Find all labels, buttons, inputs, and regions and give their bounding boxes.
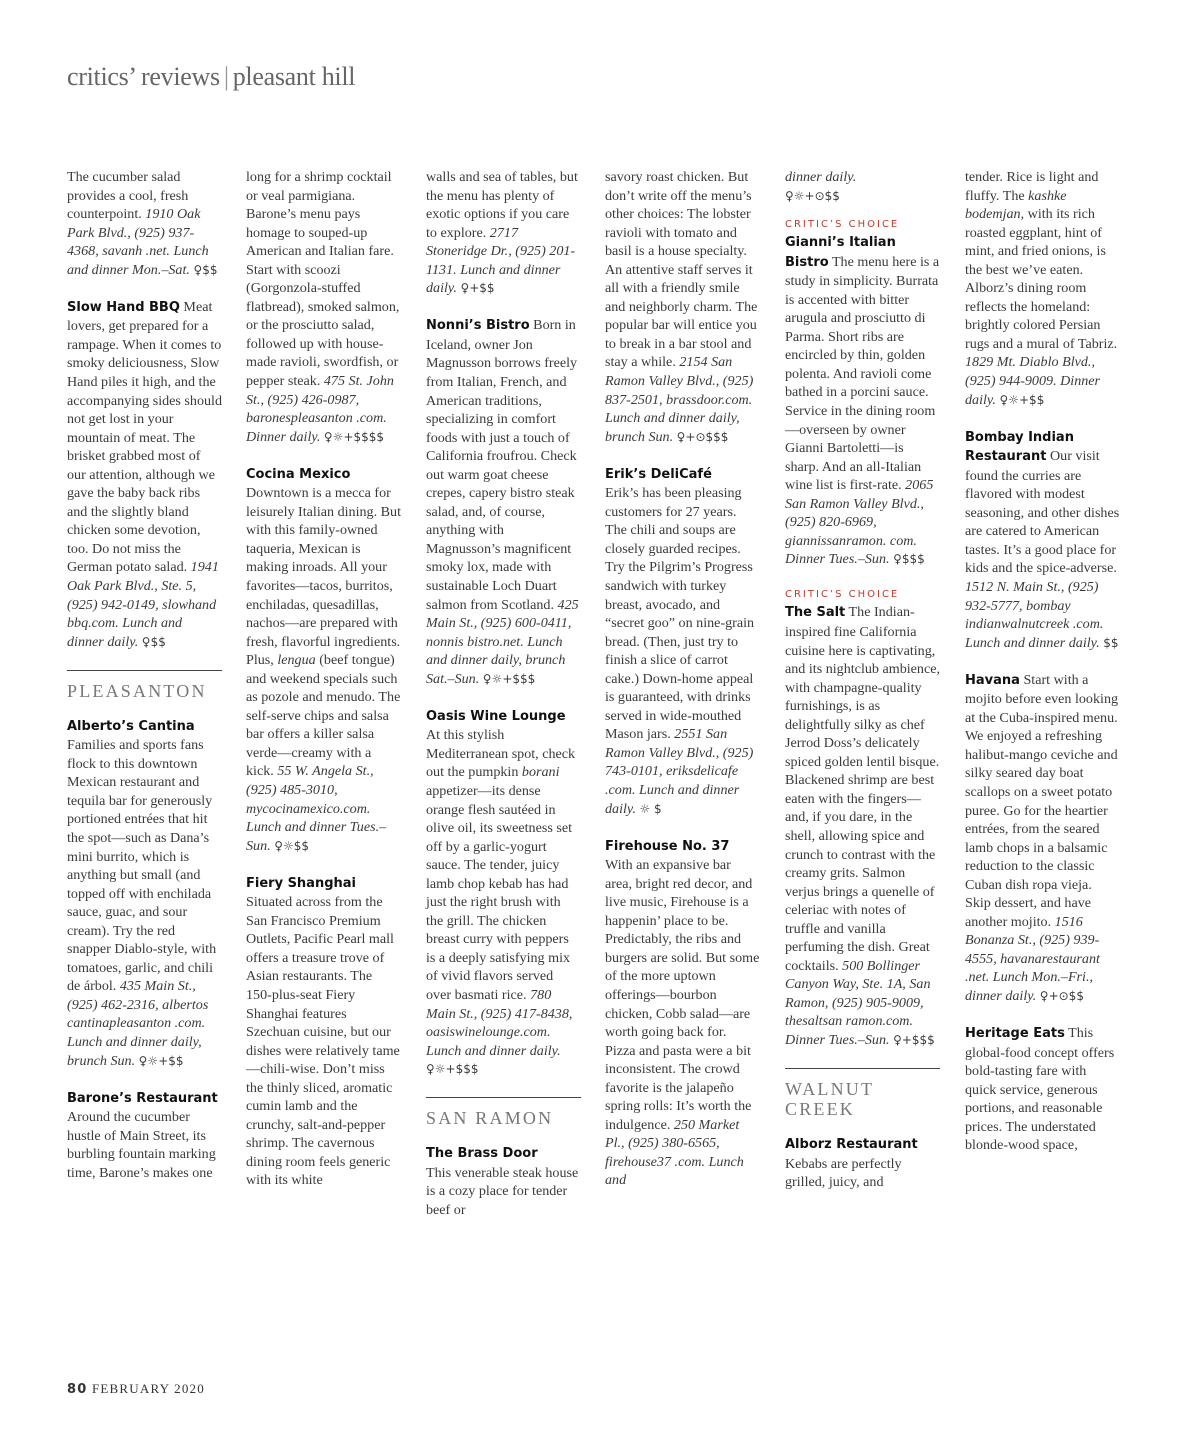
review-oasis-wine-lounge: Oasis Wine Lounge At this stylish Mediterranean spot, check out the pumpkin borani appetizer—its dense orange flesh sautéed in olive oil, its sweetness set off by a garlic-yogurt sauce. The tender, juicy lamb chop kebab has had just the right brush with the grill. The chicken breast curry with peppers is a deeply satisfying mix of vivid flavors served over basmati rice. 780 Main St., (925) 417-8438, oasiswinelounge.com. Lunch and dinner daily. ♀☼+$$$ xyxy=(426,708,576,1077)
restaurant-name: Barone’s Restaurant xyxy=(67,1090,218,1106)
review-brass-door: The Brass Door This venerable steak house is a cozy place for tender beef or xyxy=(426,1146,579,1218)
header-location: pleasant hill xyxy=(232,62,356,91)
review-nonnis-bistro: Nonni’s Bistro Born in Iceland, owner Jon Magnusson borrows freely from Italian, French, and American traditions, specializing in comfort foods with just a touch of California froufrou. Check out warm goat cheese crepes, capery bistro steak salad, and, of course, anything with Magnusson’s magnificent smoky lox, made with sustainable Loch Duart salmon from Scotland. 425 Main St., (925) 600-0411, nonnis bistro.net. Lunch and dinner daily, brunch Sat.–Sun. ♀☼+$$$ xyxy=(426,317,579,687)
column-4 xyxy=(605,168,760,1208)
restaurant-name: Bombay Indian Restaurant xyxy=(965,429,1074,465)
review-eriks-delicafe: Erik’s DeliCafé Erik’s has been pleasing customers for 27 years. The chili and soups are closely guarded recipes. Try the Pilgrim’s Progress sandwich with turkey breast, avocado, and “secret goo” on nine-grain bread. (Then, just try to finish a slice of carrot cake.) Down-home appeal is guaranteed, with drinks served in wide-mouthed Mason jars. 2551 San Ramon Valley Blvd., (925) 743-0101, eriksdelicafe .com. Lunch and dinner daily. ☼ $ xyxy=(605,466,755,817)
column-6 xyxy=(965,168,1120,1173)
review-havana: Havana Start with a mojito before even looking at the Cuba-inspired menu. We enjoyed a refreshing halibut-mango ceviche and silky seared day boat scallops on a sweet potato puree. Go for the heartier entrées, from the seared lamb chops in a balsamic reduction to the classic Cuban dish ropa vieja. Skip dessert, and have another mojito. 1516 Bonanza St., (925) 939-4555, havanarestaurant .net. Lunch Mon.–Fri., dinner daily. ♀+⊙$$ xyxy=(965,671,1119,1004)
review-savanh-cont: The cucumber salad provides a cool, fresh counterpoint. 1910 Oak Park Blvd., (925) 937-4368, savanh .net. Lunch and dinner Mon.–Sat. ♀$$ xyxy=(67,169,218,278)
review-barones-cont: long for a shrimp cocktail or veal parmigiana. Barone’s menu pays homage to souped-up American and Italian fare. Start with scoozi (Gorgonzola-stuffed flatbread), smoked salmon, or the prosciutto salad, followed up with house-made ravioli, swordfish, or pepper steak. 475 St. John St., (925) 426-0987, baronespleasanton .com. Dinner daily. ♀☼+$$$$ xyxy=(246,169,400,445)
column-3 xyxy=(426,168,581,1238)
page-header xyxy=(67,62,355,92)
restaurant-name: Fiery Shanghai xyxy=(246,875,356,891)
review-albertos-cantina: Alberto’s Cantina Families and sports fans flock to this downtown Mexican restaurant and tequila bar for generously portioned entrées that hit the spot—such as Dana’s mini burrito, which is anything but small (and topped off with enchilada sauce, guac, and sour cream). Try the red snapper Diablo-style, with tomatoes, garlic, and chili de árbol. 435 Main St., (925) 462-2316, albertos cantinapleasanton .com. Lunch and dinner daily, brunch Sun. ♀☼+$$ xyxy=(67,718,217,1069)
review-firehouse-37: Firehouse No. 37 With an expansive bar area, bright red decor, and live music, Firehouse is a happenin’ place to be. Predictably, the ribs and burgers are solid. But some of the more uptown offerings—bourbon chicken, Cobb salad—are worth going back for. Pizza and pasta were a bit inconsistent. The crowd favorite is the jalapeño spring rolls: It’s worth the indulgence. 250 Market Pl., (925) 380-6565, firehouse37 .com. Lunch and xyxy=(605,838,760,1189)
review-cocina-mexico: Cocina Mexico Downtown is a mecca for leisurely Italian dining. But with this family-owned taqueria, Mexican is making inroads. All your favorites—tacos, burritos, enchiladas, quesadillas, nachos—are prepared with fresh, flavorful ingredients. Plus, lengua (beef tongue) and weekend specials such as pozole and menudo. The self-serve chips and salsa bar offers a killer salsa verde—creamy with a kick. 55 W. Angela St., (925) 485-3010, mycocinamexico.com. Lunch and dinner Tues.–Sun. ♀☼$$ xyxy=(246,466,402,854)
review-barones-restaurant: Barone’s Restaurant Around the cucumber hustle of Main Street, its burbling fountain marking time, Barone’s makes one xyxy=(67,1090,218,1181)
review-bombay-indian: Bombay Indian Restaurant Our visit found the curries are flavored with modest seasoning, and other dishes are catered to American tastes. It’s a good place for kids and the spice-adverse. 1512 N. Main St., (925) 932-5777, bombay indianwalnutcreek .com. Lunch and dinner daily. $$ xyxy=(965,429,1120,651)
review-fiery-shanghai: Fiery Shanghai Situated across from the San Francisco Premium Outlets, Pacific Pearl mall offers a treasure trove of Asian restaurants. The 150-plus-seat Fiery Shanghai features Szechuan cuisine, but our dishes were relatively tame—chili-wise. Don’t miss the thinly sliced, aromatic cumin lamb and the crunchy, salt-and-pepper shrimp. The cavernous dining room feels generic with its white xyxy=(246,875,400,1189)
restaurant-name: Heritage Eats xyxy=(965,1026,1065,1042)
review-firehouse-cont: dinner daily. ♀☼+⊙$$ xyxy=(785,169,857,203)
section-heading-san-ramon: SAN RAMON xyxy=(426,1097,581,1128)
critics-choice-label: CRITIC’S CHOICE xyxy=(785,589,900,601)
review-alborz-cont: tender. Rice is light and fluffy. The kashke bodemjan, with its rich roasted eggplant, hint of mint, and fried onions, is the best we’ve eaten. Alborz’s dining room reflects the homeland: brightly colored Persian rugs and a mural of Tabriz. 1829 Mt. Diablo Blvd., (925) 944-9009. Dinner daily. ♀☼+$$ xyxy=(965,169,1118,408)
review-alborz-restaurant: Alborz Restaurant Kebabs are perfectly grilled, juicy, and xyxy=(785,1137,918,1191)
restaurant-name: Gianni’s Italian Bistro xyxy=(785,235,896,270)
section-heading-walnut-creek: WALNUT CREEK xyxy=(785,1068,940,1119)
page-number: 80 xyxy=(67,1382,88,1397)
review-the-salt: The Salt The Indian-inspired fine California cuisine here is captivating, and its nightclub ambience, with champagne-quality furnishings, is as delightfully silky as chef Jerrod Doss’s delicately spiced golden lentil bisque. Blackened shrimp are best eaten with the fingers—and, if you dare, in the shell, allowing spice and crunch to contrast with the creamy grits. Salmon verjus brings a quenelle of celeriac with notes of truffle and vanilla perfuming the dish. Great cocktails. 500 Bollinger Canyon Way, Ste. 1A, San Ramon, (925) 905-9009, thesaltsan ramon.com. Dinner Tues.–Sun. ♀+$$$ xyxy=(785,604,940,1049)
restaurant-name: Cocina Mexico xyxy=(246,466,351,482)
review-slow-hand-bbq: Slow Hand BBQ Meat lovers, get prepared for a rampage. When it comes to smoky deliciousness, Slow Hand piles it high, and the accompanying sides should not get lost in your mountain of meat. The brisket grabbed most of our attention, although we gave the baby back ribs and the slightly bland chicken some devotion, too. Do not miss the German potato salad. 1941 Oak Park Blvd., Ste. 5, (925) 942-0149, slowhand bbq.com. Lunch and dinner daily. ♀$$ xyxy=(67,298,223,650)
critics-choice-label: CRITIC’S CHOICE xyxy=(785,219,900,231)
restaurant-name: Oasis Wine Lounge xyxy=(426,708,566,724)
restaurant-name: Nonni’s Bistro xyxy=(426,318,530,334)
restaurant-name: Alborz Restaurant xyxy=(785,1137,918,1153)
review-giannis-italian-bistro: Gianni’s Italian Bistro The menu here is a study in simplicity. Burrata is accented with bitter arugula and prosciutto di Parma. Short ribs are encircled by thin, golden polenta. And ravioli come bathed in a porcini sauce. Service in the dining room—overseen by owner Gianni Bartoletti—is sharp. And an all-Italian wine list is first-rate. 2065 San Ramon Valley Blvd., (925) 820-6969, giannissanramon. com. Dinner Tues.–Sun. ♀$$$ xyxy=(785,235,940,568)
column-2 xyxy=(246,168,401,1208)
page-footer xyxy=(67,1381,205,1397)
column-5 xyxy=(785,168,940,1210)
restaurant-name: Firehouse No. 37 xyxy=(605,838,730,854)
review-heritage-eats: Heritage Eats This global-food concept offers bold-tasting fare with quick service, generous portions, and reasonable prices. The understated blonde-wood space, xyxy=(965,1025,1115,1154)
restaurant-name: Slow Hand BBQ xyxy=(67,299,180,315)
restaurant-name: The Salt xyxy=(785,605,846,621)
header-separator: | xyxy=(223,62,229,91)
section-heading-pleasanton: PLEASANTON xyxy=(67,670,222,701)
issue-date: FEBRUARY 2020 xyxy=(91,1381,205,1396)
restaurant-name: Alberto’s Cantina xyxy=(67,718,195,734)
review-brass-door-cont: savory roast chicken. But don’t write off the menu’s other choices: The lobster ravioli with tomato and basil is a house specialty. An attentive staff serves it all with a friendly smile and neighborly charm. The popular bar will entice you to break in a bar stool and stay a while. 2154 San Ramon Valley Blvd., (925) 837-2501, brassdoor.com. Lunch and dinner daily, brunch Sun. ♀+⊙$$$ xyxy=(605,169,758,445)
restaurant-name: Havana xyxy=(965,672,1020,688)
column-1 xyxy=(67,168,222,1201)
review-fiery-cont: walls and sea of tables, but the menu has plenty of exotic options if you care to explore. 2717 Stoneridge Dr., (925) 201-1131. Lunch and dinner daily. ♀+$$ xyxy=(426,169,578,297)
restaurant-name: The Brass Door xyxy=(426,1146,538,1162)
restaurant-name: Erik’s DeliCafé xyxy=(605,466,712,482)
header-section: critics’ reviews xyxy=(67,62,220,91)
